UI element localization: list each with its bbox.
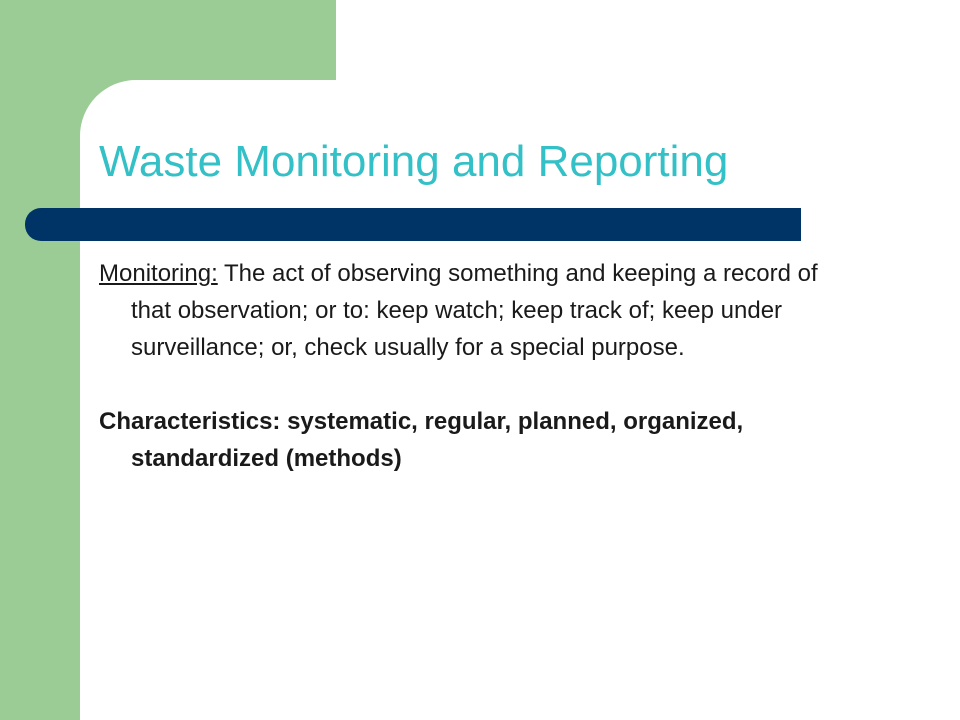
term-label: Monitoring [99, 260, 212, 287]
monitoring-definition [99, 255, 839, 366]
definition-text: The act of observing something and keeping a record of that observation; or to: keep watch; keep track of; keep under surveillance; or, check usually for a special purpose. [131, 260, 818, 361]
term-separator: : [211, 260, 218, 287]
title-divider-bar [25, 208, 801, 241]
term-monitoring [99, 260, 218, 287]
slide-title: Waste Monitoring and Reporting [99, 137, 729, 186]
characteristics-text: Characteristics: systematic, regular, planned, organized, standardized (methods) [99, 408, 744, 472]
slide-body [99, 255, 839, 514]
